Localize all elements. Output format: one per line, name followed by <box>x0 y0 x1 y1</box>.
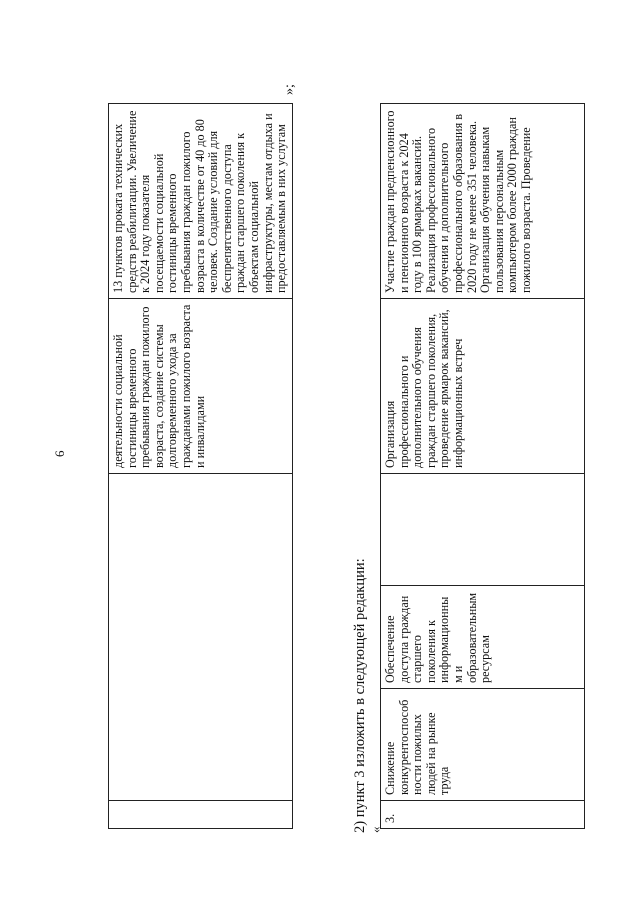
cell-measures: деятельности социальной гостиницы временного пребывания граждан пожилого возраста, создание системы долговременного ухода за гражданами пожилого возраста и инвалидами <box>109 299 293 474</box>
table-continuation <box>108 103 293 829</box>
opening-quote: « <box>368 826 383 833</box>
cell-problem: Снижение конкурентоспособности пожилых людей на рынке труда <box>381 689 585 801</box>
cell-task: Обеспечение доступа граждан старшего поколения к информационным и образовательным ресурсам <box>381 586 585 689</box>
amendment-item: 2) пункт 3 изложить в следующей редакции: <box>352 558 368 833</box>
cell-number <box>109 801 293 829</box>
cell-empty <box>381 474 585 586</box>
table-row <box>381 104 585 829</box>
page-number: 6 <box>52 450 67 457</box>
cell-number: 3. <box>381 801 585 829</box>
closing-quote: »; <box>282 84 297 95</box>
table-row <box>109 104 293 829</box>
cell-results: Участие граждан предпенсионного и пенсионного возраста к 2024 году в 100 ярмарках вакансий. Реализация профессионального обучения и дополнительного профессионального образования в 2020 году не менее 351 человека. Организация обучения навыкам пользования персональным компьютером более 2000 граждан пожилого возраста. Проведение <box>381 104 585 299</box>
cell-measures: Организация профессионального и дополнительного обучения граждан старшего поколения, проведение ярмарок вакансий, информационных встреч <box>381 299 585 474</box>
cell-task <box>109 474 293 801</box>
cell-results: 13 пунктов проката технических средств реабилитации. Увеличение к 2024 году показателя посещаемости социальной гостиницы временного пребывания граждан пожилого возраста в количестве от 40 до 80 человек. Создание условий для беспрепятственного доступа граждан старшего поколения к объектам социальной инфраструктуры, местам отдыха и предоставляемым в них услугам <box>109 104 293 299</box>
table-item-3 <box>380 103 585 829</box>
